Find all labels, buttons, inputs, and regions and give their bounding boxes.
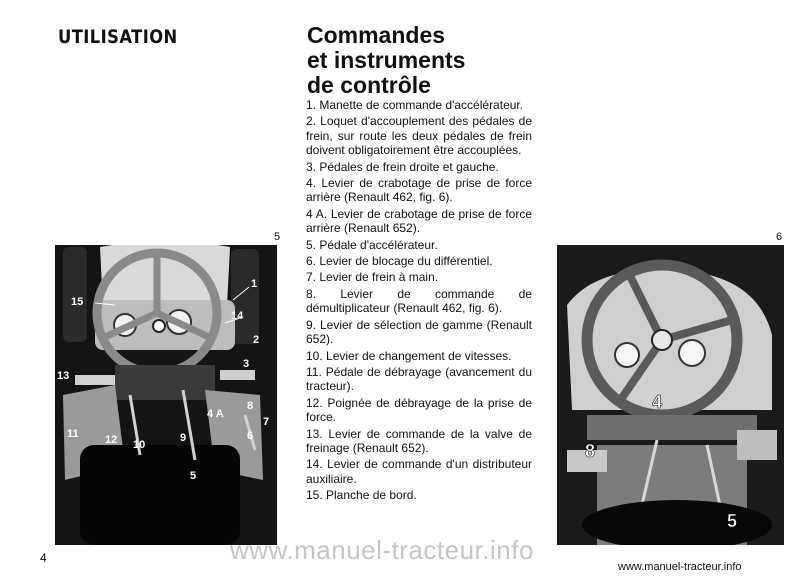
callout-2: 2 xyxy=(253,334,260,346)
heading-line: Commandes xyxy=(307,22,446,48)
callout-6: 6 xyxy=(247,430,254,442)
legend-item: 6. Levier de blocage du différentiel. xyxy=(306,254,493,269)
figure-5-photo xyxy=(55,245,277,545)
callout-4a: 4 A xyxy=(207,408,224,420)
controls-legend xyxy=(306,98,532,505)
legend-item: 14. Levier de commande d'un distributeur auxiliaire. xyxy=(306,457,532,486)
legend-item: 4. Levier de crabotage de prise de force arrière (Renault 462, fig. 6). xyxy=(306,176,532,205)
callout-8: 8 xyxy=(585,441,596,461)
watermark: www.manuel-tracteur.info xyxy=(230,535,534,565)
legend-item: 12. Poignée de débrayage de la prise de force. xyxy=(306,395,532,425)
legend-item: 7. Levier de frein à main. xyxy=(306,270,439,285)
callout-11: 11 xyxy=(67,428,79,440)
tractor-dashboard-illustration xyxy=(55,245,277,545)
legend-item: 9. Levier de sélection de gamme (Renault 652). xyxy=(306,317,532,347)
page-number: 4 xyxy=(40,551,47,565)
legend-item: 1. Manette de commande d'accélérateur. xyxy=(306,98,524,112)
legend-item: 5. Pédale d'accélérateur. xyxy=(306,237,438,252)
legend-item: 13. Levier de commande de la valve de freinage (Renault 652). xyxy=(306,426,532,455)
legend-item: 8. Levier de commande de démultiplicateur (Renault 462, fig. 6). xyxy=(306,286,532,316)
callout-13: 13 xyxy=(57,370,70,382)
legend-item: 2. Loquet d'accouplement des pédales de frein, sur route les deux pédales de frein doivent obligatoirement être accouplées. xyxy=(306,114,532,158)
site-url: www.manuel-tracteur.info xyxy=(618,561,742,573)
callout-8: 8 xyxy=(247,400,254,412)
tractor-controls-illustration xyxy=(557,245,784,545)
callout-10: 10 xyxy=(133,439,146,451)
legend-item: 3. Pédales de frein droite et gauche. xyxy=(306,159,499,174)
figure-5-number: 5 xyxy=(274,231,281,243)
callout-5: 5 xyxy=(727,511,738,531)
legend-item: 10. Levier de changement de vitesses. xyxy=(306,348,512,363)
figure-6-number: 6 xyxy=(776,231,783,243)
legend-item: 11. Pédale de débrayage (avancement du tracteur). xyxy=(306,364,532,394)
heading-line: et instruments xyxy=(307,47,466,73)
section-title: UTILISATION xyxy=(58,26,178,48)
page-heading xyxy=(307,23,465,98)
callout-3: 3 xyxy=(243,358,250,370)
callout-15: 15 xyxy=(71,296,84,308)
callout-12: 12 xyxy=(105,434,118,446)
callout-1: 1 xyxy=(251,278,258,290)
figure-6-photo xyxy=(557,245,784,545)
callout-4: 4 xyxy=(652,392,663,412)
callout-7: 7 xyxy=(263,416,270,428)
heading-line: de contrôle xyxy=(307,72,431,98)
legend-item: 4 A. Levier de crabotage de prise de force arrière (Renault 652). xyxy=(306,206,532,236)
callout-9: 9 xyxy=(180,432,187,444)
callout-5: 5 xyxy=(190,470,197,482)
callout-14: 14 xyxy=(231,310,244,322)
legend-item: 15. Planche de bord. xyxy=(306,488,417,503)
